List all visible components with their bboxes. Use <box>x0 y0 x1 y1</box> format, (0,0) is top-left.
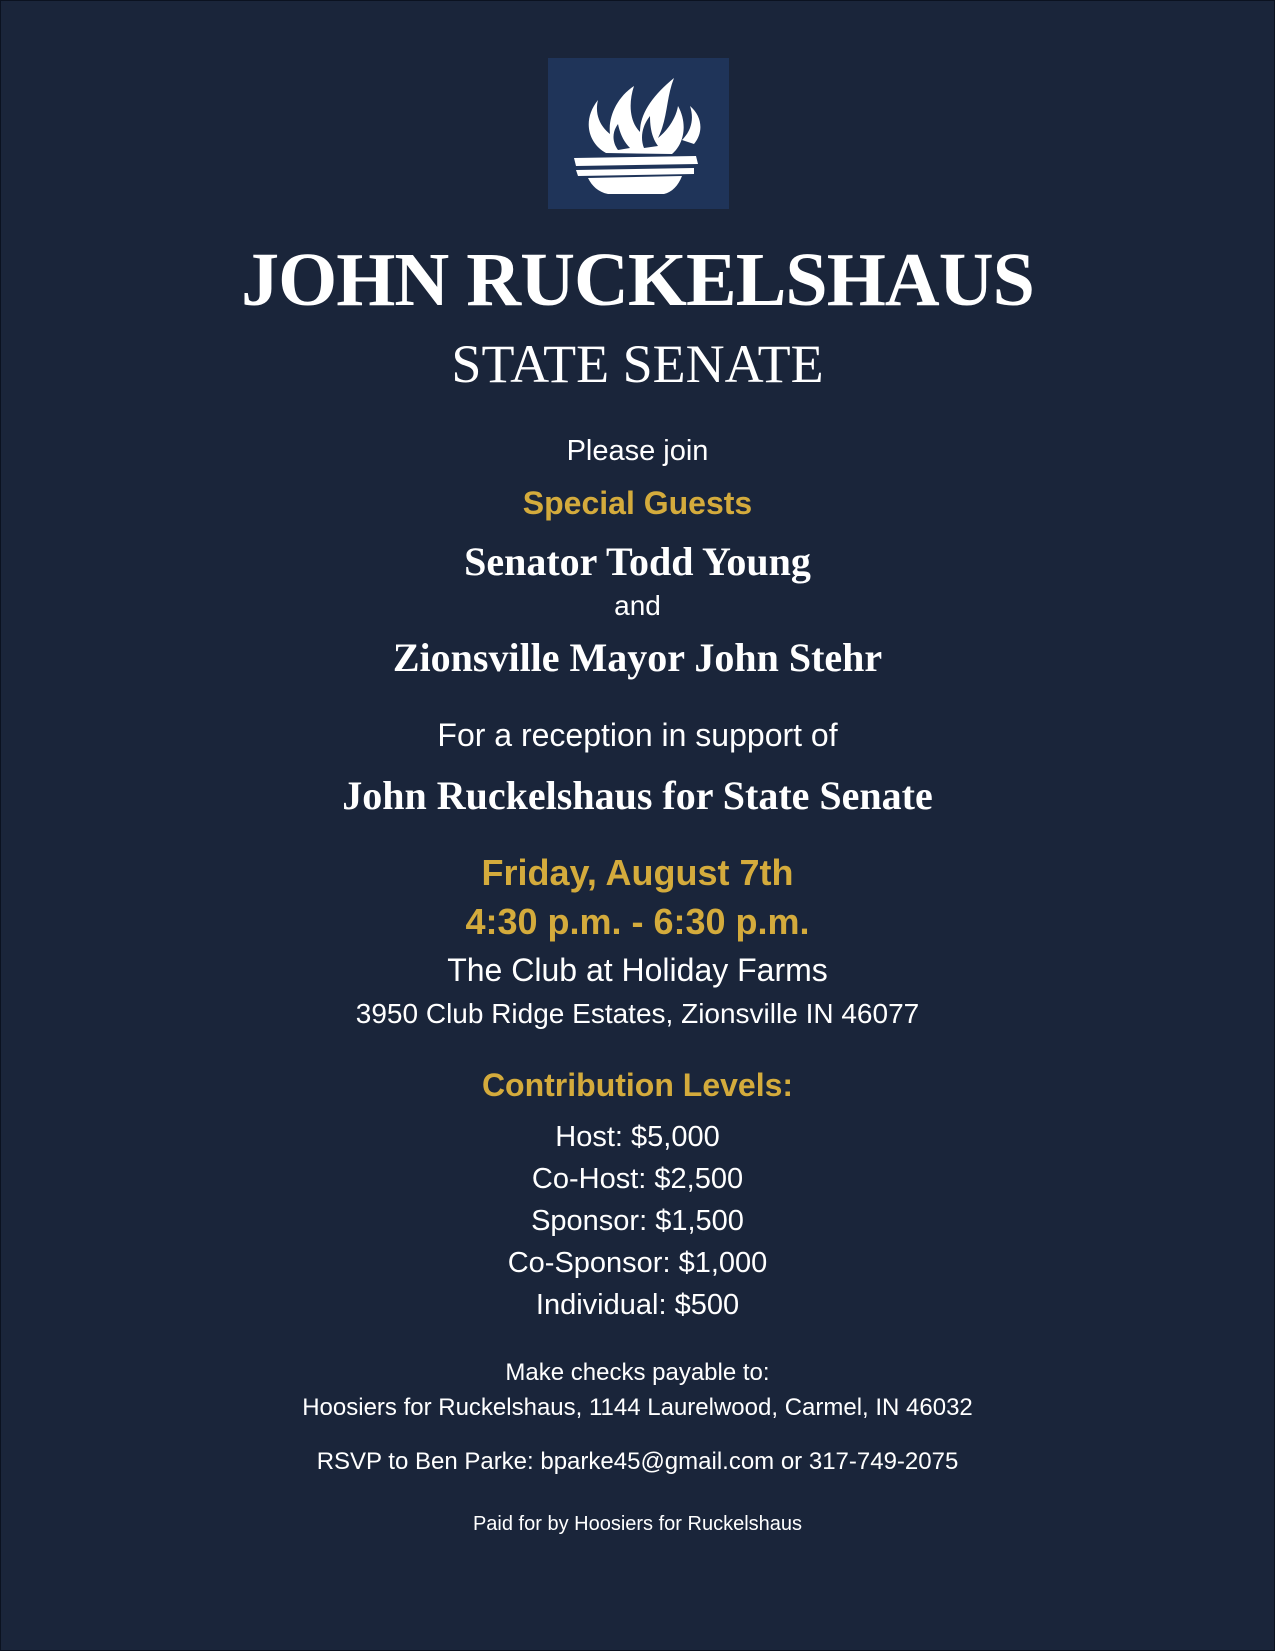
conjunction-text: and <box>614 590 661 621</box>
contribution-level-individual: Individual: $500 <box>535 1289 740 1321</box>
contribution-level-co-host: Co-Host: $2,500 <box>531 1163 744 1195</box>
guest-name-1: Senator Todd Young <box>464 539 811 584</box>
event-venue: The Club at Holiday Farms <box>447 952 828 988</box>
intro-text: Please join <box>566 435 709 467</box>
rsvp-contact: RSVP to Ben Parke: bparke45@gmail.com or 317-749-2075 <box>316 1448 959 1475</box>
contribution-levels-list <box>1 1116 1274 1326</box>
paid-for-disclaimer: Paid for by Hoosiers for Ruckelshaus <box>472 1513 803 1535</box>
reception-purpose-text: For a reception in support of <box>437 717 838 753</box>
contribution-level-co-sponsor: Co-Sponsor: $1,000 <box>507 1247 768 1279</box>
checks-payable-label: Make checks payable to: <box>505 1359 770 1386</box>
contribution-level-host: Host: $5,000 <box>555 1121 720 1153</box>
contribution-level-sponsor: Sponsor: $1,500 <box>531 1205 744 1237</box>
event-address: 3950 Club Ridge Estates, Zionsville IN 46077 <box>355 998 920 1029</box>
torch-flame-icon <box>548 58 729 209</box>
guest-name-2: Zionsville Mayor John Stehr <box>392 635 883 680</box>
special-guests-heading: Special Guests <box>522 485 753 521</box>
campaign-name: John Ruckelshaus for State Senate <box>342 773 933 818</box>
contribution-levels-heading: Contribution Levels: <box>481 1067 794 1103</box>
checks-payable-address: Hoosiers for Ruckelshaus, 1144 Laurelwood, Carmel, IN 46032 <box>302 1394 973 1421</box>
torch-logo <box>548 58 729 209</box>
candidate-name-title: JOHN RUCKELSHAUS <box>241 238 1034 322</box>
office-subtitle: STATE SENATE <box>451 334 824 394</box>
event-date: Friday, August 7th <box>481 852 794 893</box>
event-time: 4:30 p.m. - 6:30 p.m. <box>465 901 810 942</box>
